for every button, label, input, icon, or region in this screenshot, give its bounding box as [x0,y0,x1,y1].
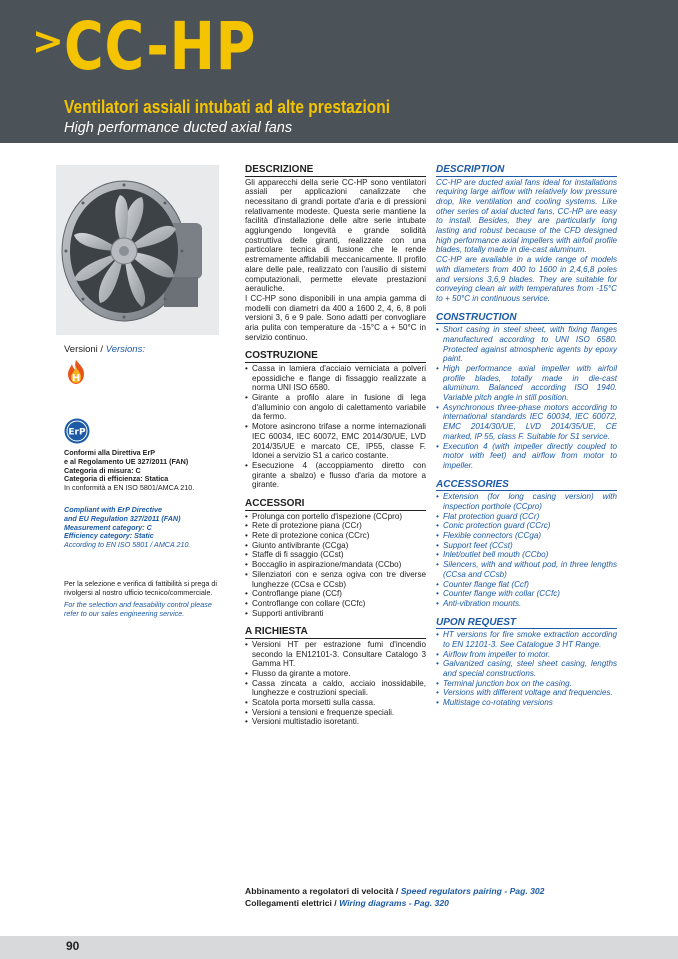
wiring-diagrams-label-en: Wiring diagrams [339,897,407,908]
erp-it-conformity: In conformità a EN ISO 5801/AMCA 210. [64,483,195,493]
version-h-icon [64,359,88,385]
list-item: • Scatola porta morsetti sulla cassa. [245,698,426,708]
erp-en-cat-efficiency: Efficiency category: Static [64,531,154,541]
list-item: • Execution 4 (with impeller directly coupled to motor with feet) and airflow from motor to impeller. [436,442,617,471]
section-title-upon-request: UPON REQUEST [436,617,617,630]
erp-en-conformity: According to EN ISO 5801 / AMCA 210. [64,540,191,550]
description-it-p1: Gli apparecchi della serie CC-HP sono ventilatori assiali per applicazioni canalizzate che necessitano di grandi portate d'aria e di pressioni relativamente modeste. Questa serie mantiene la facilità d'installazione delle altre serie intubate aggiungendo longevità e grande solidità costruttiva delle giranti, realizzate con una particolare tecnica di fusione che le rende estremamente affidabili meccanicamente. Il profilo alare delle pale, realizzato con l'ausilio di sistemi computazionali, permette elevate prestazioni aerauliche. [245,177,426,294]
wiring-diagrams-reference[interactable] [245,898,544,910]
list-item: • Conic protection guard (CCrc) [436,521,617,531]
list-item: • Versions with different voltage and frequencies. [436,688,617,698]
list-item: • Terminal junction box on the casing. [436,679,617,689]
construction-en-list [436,325,617,471]
footer-bar [0,936,678,959]
versions-label [64,344,145,355]
english-column [436,164,617,708]
request-en-list [436,630,617,708]
list-item: • Rete di protezione piana (CCr) [245,521,426,531]
list-item: • Short casing in steel sheet, with fixing flanges manufactured according to UNI ISO 6580. Protected against atmospheric agents by epoxy paint. [436,325,617,364]
list-item: • Prolunga con portello d'ispezione (CCpro) [245,512,426,522]
list-item: • Support feet (CCst) [436,541,617,551]
description-en-p2: CC-HP are available in a wide range of models with diameters from 400 to 1600 in 2,4,6,8 poles and versions 3,6,9 blades. They are suitable for conveying clean air with temperatures from -15°C to + 50°C in continuous service. [436,255,617,303]
fan-product-image [56,165,219,335]
versions-label-italian: Versioni / [64,344,104,355]
page-header [0,0,678,143]
erp-it-cat-efficiency: Categoria di efficienza: Statica [64,474,169,484]
title-chevron: > [32,19,64,63]
list-item: • Extension (for long casing version) with inspection porthole (CCpro) [436,492,617,511]
product-title: CC-HP [64,8,257,85]
list-item: • Versioni a tensioni e frequenze speciali. [245,708,426,718]
list-item: • Asynchronous three-phase motors according to international standards IEC 60034, IEC 60072, EMC 2014/30/UE, LVD 2014/35/UE, CE marked, IP 55, class F. Suitable for S1 service. [436,403,617,442]
list-item: • Anti-vibration mounts. [436,599,617,609]
axial-fan-illustration [56,165,219,335]
list-item: • Controflange con collare (CCfc) [245,599,426,609]
list-item: • Silencers, with and without pod, in three lengths (CCsa and CCsb) [436,560,617,579]
subtitle-italian: Ventilatori assiali intubati ad alte prestazioni [64,97,391,117]
svg-text:H: H [71,373,81,384]
list-item: • Galvanized casing, steel sheet casing, lengths and special constructions. [436,659,617,678]
section-title-descrizione: DESCRIZIONE [245,164,426,177]
page-number: 90 [66,939,80,953]
section-title-costruzione: COSTRUZIONE [245,350,426,363]
description-it-p2: I CC-HP sono disponibili in una ampia gamma di modelli con diametri da 400 a 1600 2, 4, 6, 8 poli versioni 3, 6 e 9 pale. Sono adatti per convogliare aria pulita con temperature da -15°C a + 50°C in servizio continuo. [245,293,426,342]
list-item: • Multistage co-rotating versions [436,698,617,708]
list-item: • Controflange piane (CCf) [245,589,426,599]
erp-en-line1: Compliant with ErP Directive [64,505,162,514]
speed-regulators-page: - Pag. 302 [504,886,545,896]
erp-compliance-english [64,506,222,550]
list-item: • Airflow from impeller to motor. [436,650,617,660]
list-item: • Counter flange with collar (CCfc) [436,589,617,599]
selection-it-text: Per la selezione e verifica di fattibilità si prega di rivolgersi al nostro ufficio tecnico/commerciale. [64,579,218,597]
speed-regulators-label-it: Abbinamento a regolatori di velocità / [245,886,399,896]
erp-badge-text: ErP [68,427,86,438]
versions-label-english: Versions: [105,344,145,355]
request-it-list [245,640,426,727]
list-item: • Inlet/outlet bell mouth (CCbo) [436,550,617,560]
erp-en-line2: and EU Regulation 327/2011 (FAN) [64,513,181,523]
erp-it-line1: Conformi alla Direttiva ErP [64,448,156,457]
wiring-diagrams-page: - Pag. 320 [408,897,449,908]
list-item: • Girante a profilo alare in fusione di lega d'alluminio con angolo di calettamento variabile da fermo. [245,393,426,422]
accessories-en-list [436,492,617,608]
list-item: • Flat protection guard (CCr) [436,512,617,522]
list-item: • Boccaglio in aspirazione/mandata (CCbo) [245,560,426,570]
list-item: • Rete di protezione conica (CCrc) [245,531,426,541]
list-item: • Versioni multistadio isoretanti. [245,717,426,727]
list-item: • Motore asincrono trifase a norme internazionali IEC 60034, IEC 60072, EMC 2014/30/UE, LVD 2014/35/UE e marcato CE, IP55, classe F. Idonei a servizio S1 a carico costante. [245,422,426,461]
section-title-description: DESCRIPTION [436,164,617,177]
erp-en-cat-measure: Measurement category: C [64,522,152,532]
erp-badge-icon [64,418,90,444]
selection-note-italian [64,580,222,598]
list-item: • Staffe di fi ssaggio (CCst) [245,550,426,560]
erp-compliance-italian [64,449,222,493]
section-title-accessori: ACCESSORI [245,498,426,511]
subtitle-english: High performance ducted axial fans [64,120,293,136]
list-item: • Silenziatori con e senza ogiva con tre diverse lunghezze (CCsa e CCsb) [245,570,426,589]
list-item: • Versioni HT per estrazione fumi d'incendio secondo la EN12101-3. Consultare Catalogo 3 Gamma HT. [245,640,426,669]
list-item: • Cassa zincata a caldo, acciaio inossidabile, lunghezze e costruzioni speciali. [245,679,426,698]
wiring-diagrams-label-it: Collegamenti elettrici / [245,897,337,908]
list-item: • Cassa in lamiera d'acciaio verniciata a polveri epossidiche e flange di fissaggio realizzate a norma UNI ISO 6580. [245,364,426,393]
list-item: • Flusso da girante a motore. [245,669,426,679]
list-item: • Supporti antivibranti [245,609,426,619]
section-title-accessories: ACCESSORIES [436,479,617,492]
speed-regulators-label-en: Speed regulators pairing [400,886,502,896]
list-item: • Counter flange flat (Ccf) [436,580,617,590]
list-item: • Flexible connectors (CCga) [436,531,617,541]
construction-it-list [245,364,426,490]
erp-it-cat-measure: Categoria di misura: C [64,465,141,475]
speed-regulators-reference[interactable] [245,886,544,898]
section-title-a-richiesta: A RICHIESTA [245,626,426,639]
list-item: • High performance axial impeller with airfoil profile blades, totally made in die-cast aluminum. Balanced according ISO 1940. Variable pitch angle in still position. [436,364,617,403]
italian-column [245,164,426,727]
erp-it-line2: e al Regolamento UE 327/2011 (FAN) [64,456,189,466]
list-item: • Esecuzione 4 (accoppiamento diretto con girante a sbalzo) e flusso d'aria da motore a girante. [245,461,426,490]
section-title-construction: CONSTRUCTION [436,312,617,325]
selection-en-text: For the selection and feasability control please refer to our sales engineering service. [64,600,212,618]
description-en-p1: CC-HP are ducted axial fans ideal for installations requiring large airflow with relatively low pressure drop, like ventilation and cooling systems. Like other series of axial ducted fans, CC-HP are easy to install. Besides, they are particularly long lasting and robust because of the CFD designed high performance axial impellers with airfoil profile blades, totally made in die-cast aluminum. [436,177,617,255]
accessories-it-list [245,512,426,619]
list-item: • Giunto antivibrante (CCga) [245,541,426,551]
selection-note-english [64,601,222,619]
cross-references [245,886,544,909]
list-item: • HT versions for fire smoke extraction according to EN 12101-3. See Catalogue 3 HT Range. [436,630,617,649]
